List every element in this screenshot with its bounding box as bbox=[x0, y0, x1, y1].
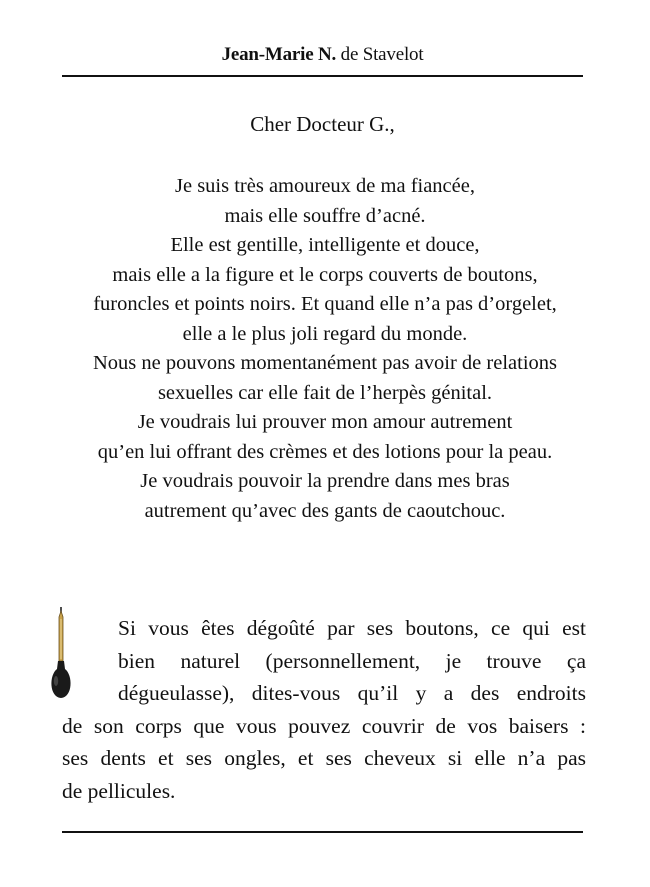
letter-line: Nous ne pouvons momentanément pas avoir de relations bbox=[93, 352, 557, 374]
answer-line: de son corps que vous pouvez couvrir de vos baisers : bbox=[62, 713, 586, 738]
doctor-answer bbox=[62, 612, 586, 807]
letter-line: qu’en lui offrant des crèmes et des lotions pour la peau. bbox=[97, 440, 553, 463]
answer-line: dégueulasse), dites-vous qu’il y a des endroits bbox=[118, 681, 586, 705]
letter-line: autrement qu’avec des gants de caoutchouc. bbox=[144, 499, 506, 522]
letter-line: mais elle a la figure et le corps couverts de boutons, bbox=[112, 263, 538, 286]
letter-line: elle a le plus joli regard du monde. bbox=[182, 322, 468, 345]
letter-line: mais elle souffre d’acné. bbox=[224, 204, 426, 227]
answer-line: de pellicules. bbox=[62, 778, 176, 803]
letter-line: sexuelles car elle fait de l’herpès génital. bbox=[157, 381, 493, 404]
footer-rule bbox=[62, 831, 583, 833]
letter-line: Je voudrais lui prouver mon amour autrement bbox=[137, 411, 513, 433]
author-name: Jean-Marie N. bbox=[221, 44, 337, 65]
answer-line: ses dents et ses ongles, et ses cheveux si elle n’a pas bbox=[62, 746, 586, 770]
page-header bbox=[62, 44, 583, 66]
letter-line: Je suis très amoureux de ma fiancée, bbox=[175, 175, 475, 197]
author-origin: de Stavelot bbox=[340, 44, 424, 65]
letter-body bbox=[40, 172, 610, 526]
letter-line: furoncles et points noirs. Et quand elle n’a pas d’orgelet, bbox=[93, 293, 557, 315]
letter-greeting: Cher Docteur G., bbox=[250, 112, 395, 136]
answer-line: bien naturel (personnellement, je trouve ça bbox=[118, 648, 586, 673]
header-rule bbox=[62, 75, 583, 77]
letter-line: Je voudrais pouvoir la prendre dans mes bras bbox=[140, 470, 510, 492]
letter-line: Elle est gentille, intelligente et douce, bbox=[170, 234, 480, 256]
answer-line: Si vous êtes dégoûté par ses boutons, ce qui est bbox=[118, 616, 586, 640]
